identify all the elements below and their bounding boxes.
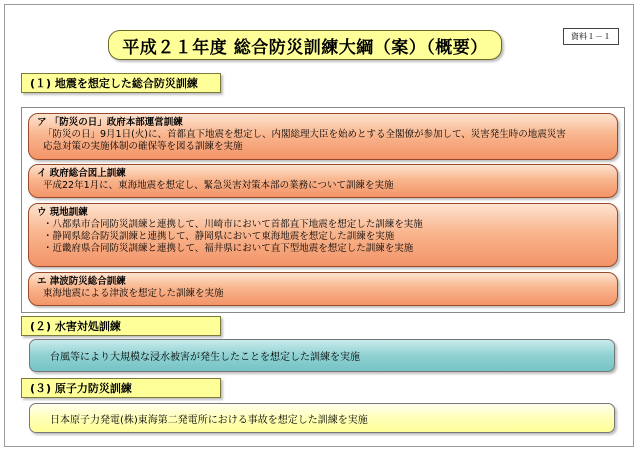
item-body-line: ・静岡県総合防災訓練と連携して、静岡県において東海地震を想定した訓練を実施 <box>43 231 395 242</box>
page-title: 平成２１年度 総合防災訓練大綱（案）（概要） <box>108 30 502 60</box>
item-body-line: 東海地震による津波を想定した訓練を実施 <box>43 288 224 299</box>
section-earthquake-frame <box>21 107 625 313</box>
item-body-line: 平成22年1月に、東海地震を想定し、緊急災害対策本部の業務について訓練を実施 <box>43 180 394 191</box>
nuclear-training-text: 日本原子力発電(株)東海第二発電所における事故を想定した訓練を実施 <box>50 414 368 426</box>
item-disaster-day-training <box>28 113 618 160</box>
item-field-training <box>28 203 618 267</box>
document-page <box>4 4 634 447</box>
item-title: ア 「防災の日」政府本部運営訓練 <box>37 117 183 128</box>
item-body-line: 「防災の日」9月1日(火)に、首都直下地震を想定し、内閣総理大臣を始めとする全閣僚が参加して、災害発生時の地震災害 <box>43 129 566 140</box>
item-title: イ 政府総合図上訓練 <box>37 168 126 179</box>
flood-training-text: 台風等により大規模な浸水被害が発生したことを想定した訓練を実施 <box>50 352 360 363</box>
item-body-line: ・八都県市合同防災訓練と連携して、川崎市において首都直下地震を想定した訓練を実施 <box>43 219 423 230</box>
nuclear-training-description <box>29 403 615 433</box>
item-tsunami-training <box>28 272 618 306</box>
item-body-line: 応急対策の実施体制の確保等を図る訓練を実施 <box>43 141 243 152</box>
section-heading-flood: (２) 水害対処訓練 <box>21 316 221 336</box>
reference-label: 資料１－１ <box>563 28 619 45</box>
section-heading-nuclear: (３) 原子力防災訓練 <box>21 378 221 398</box>
section-heading-earthquake: (１) 地震を想定した総合防災訓練 <box>21 73 221 93</box>
flood-training-description <box>29 339 615 372</box>
item-body-line: ・近畿府県合同防災訓練と連携して、福井県において直下型地震を想定した訓練を実施 <box>43 243 414 254</box>
item-title: ウ 現地訓練 <box>37 207 88 218</box>
item-title: エ 津波防災総合訓練 <box>37 276 126 287</box>
item-tabletop-training <box>28 164 618 198</box>
